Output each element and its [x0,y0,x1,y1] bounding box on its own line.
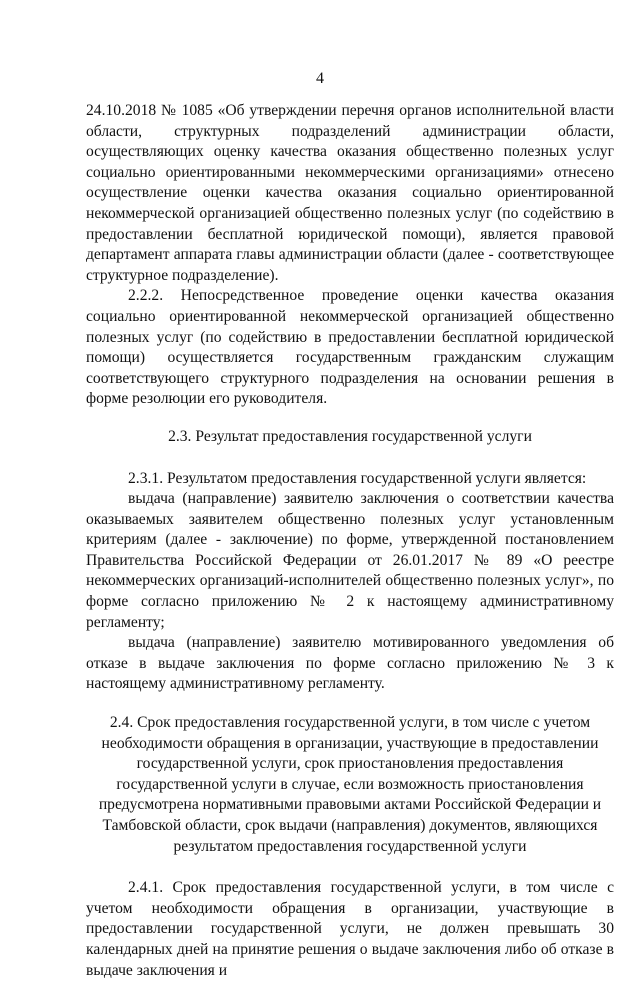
paragraph-2-4-1: 2.4.1. Срок предоставления государственной услуги, в том числе с учетом необходимости обращения в организации, участвующие в предоставлении государственной услуги, не должен превышать 30 календарных дней на принятие решения о выдаче заключения либо об отказе в выдаче заключения и [86,879,614,979]
paragraph-continuation: 24.10.2018 № 1085 «Об утверждении перечня органов исполнительной власти области, структурных подразделений администрации области, осуществляющих оценку качества оказания общественно полезных услуг социально ориентированными некоммерческими организациями» отнесено осуществление оценки качества оказания социально ориентированной некоммерческой организацией общественно полезных услуг (по содействию в предоставлении бесплатной юридической помощи), является правовой департамент аппарата главы администрации области (далее - соответствующее структурное подразделение). [86,102,614,284]
paragraph-result-refusal: выдача (направление) заявителю мотивированного уведомления об отказе в выдаче заключения по форме согласно приложению № 3 к настоящему административному регламенту. [86,634,614,693]
page-number: 4 [316,70,324,87]
document-body [86,101,614,981]
paragraph-2-2-2: 2.2.2. Непосредственное проведение оценки качества оказания социально ориентированной некоммерческой организацией общественно полезных услуг (по содействию в предоставлении бесплатной юридической помощи) осуществляется государственным гражданским служащим соответствующего структурного подразделения на основании решения в форме резолюции его руководителя. [86,287,614,408]
paragraph-2-3-1: 2.3.1. Результатом предоставления государственной услуги является: [128,469,587,487]
paragraph-result-conclusion: выдача (направление) заявителю заключения о соответствии качества оказываемых заявителем общественно полезных услуг установленным критериям (далее - заключение) по форме, утвержденной постановлением Правительства Российской Федерации от 26.01.2017 № 89 «О реестре некоммерческих организаций-исполнителей общественно полезных услуг», по форме согласно приложению № 2 к настоящему административному регламенту; [86,490,614,631]
section-heading-2-3: 2.3. Результат предоставления государственной услуги [168,427,532,445]
section-heading-2-4: 2.4. Срок предоставления государственной услуги, в том числе с учетом необходимости обращения в организации, участвующие в предоставлении государственной услуги, срок приостановления предоставления государственной услуги в случае, если возможность приостановления предусмотрена нормативными правовыми актами Российской Федерации и Тамбовской области, срок выдачи (направления) документов, являющихся результатом предоставления государственной услуги [98,714,602,855]
